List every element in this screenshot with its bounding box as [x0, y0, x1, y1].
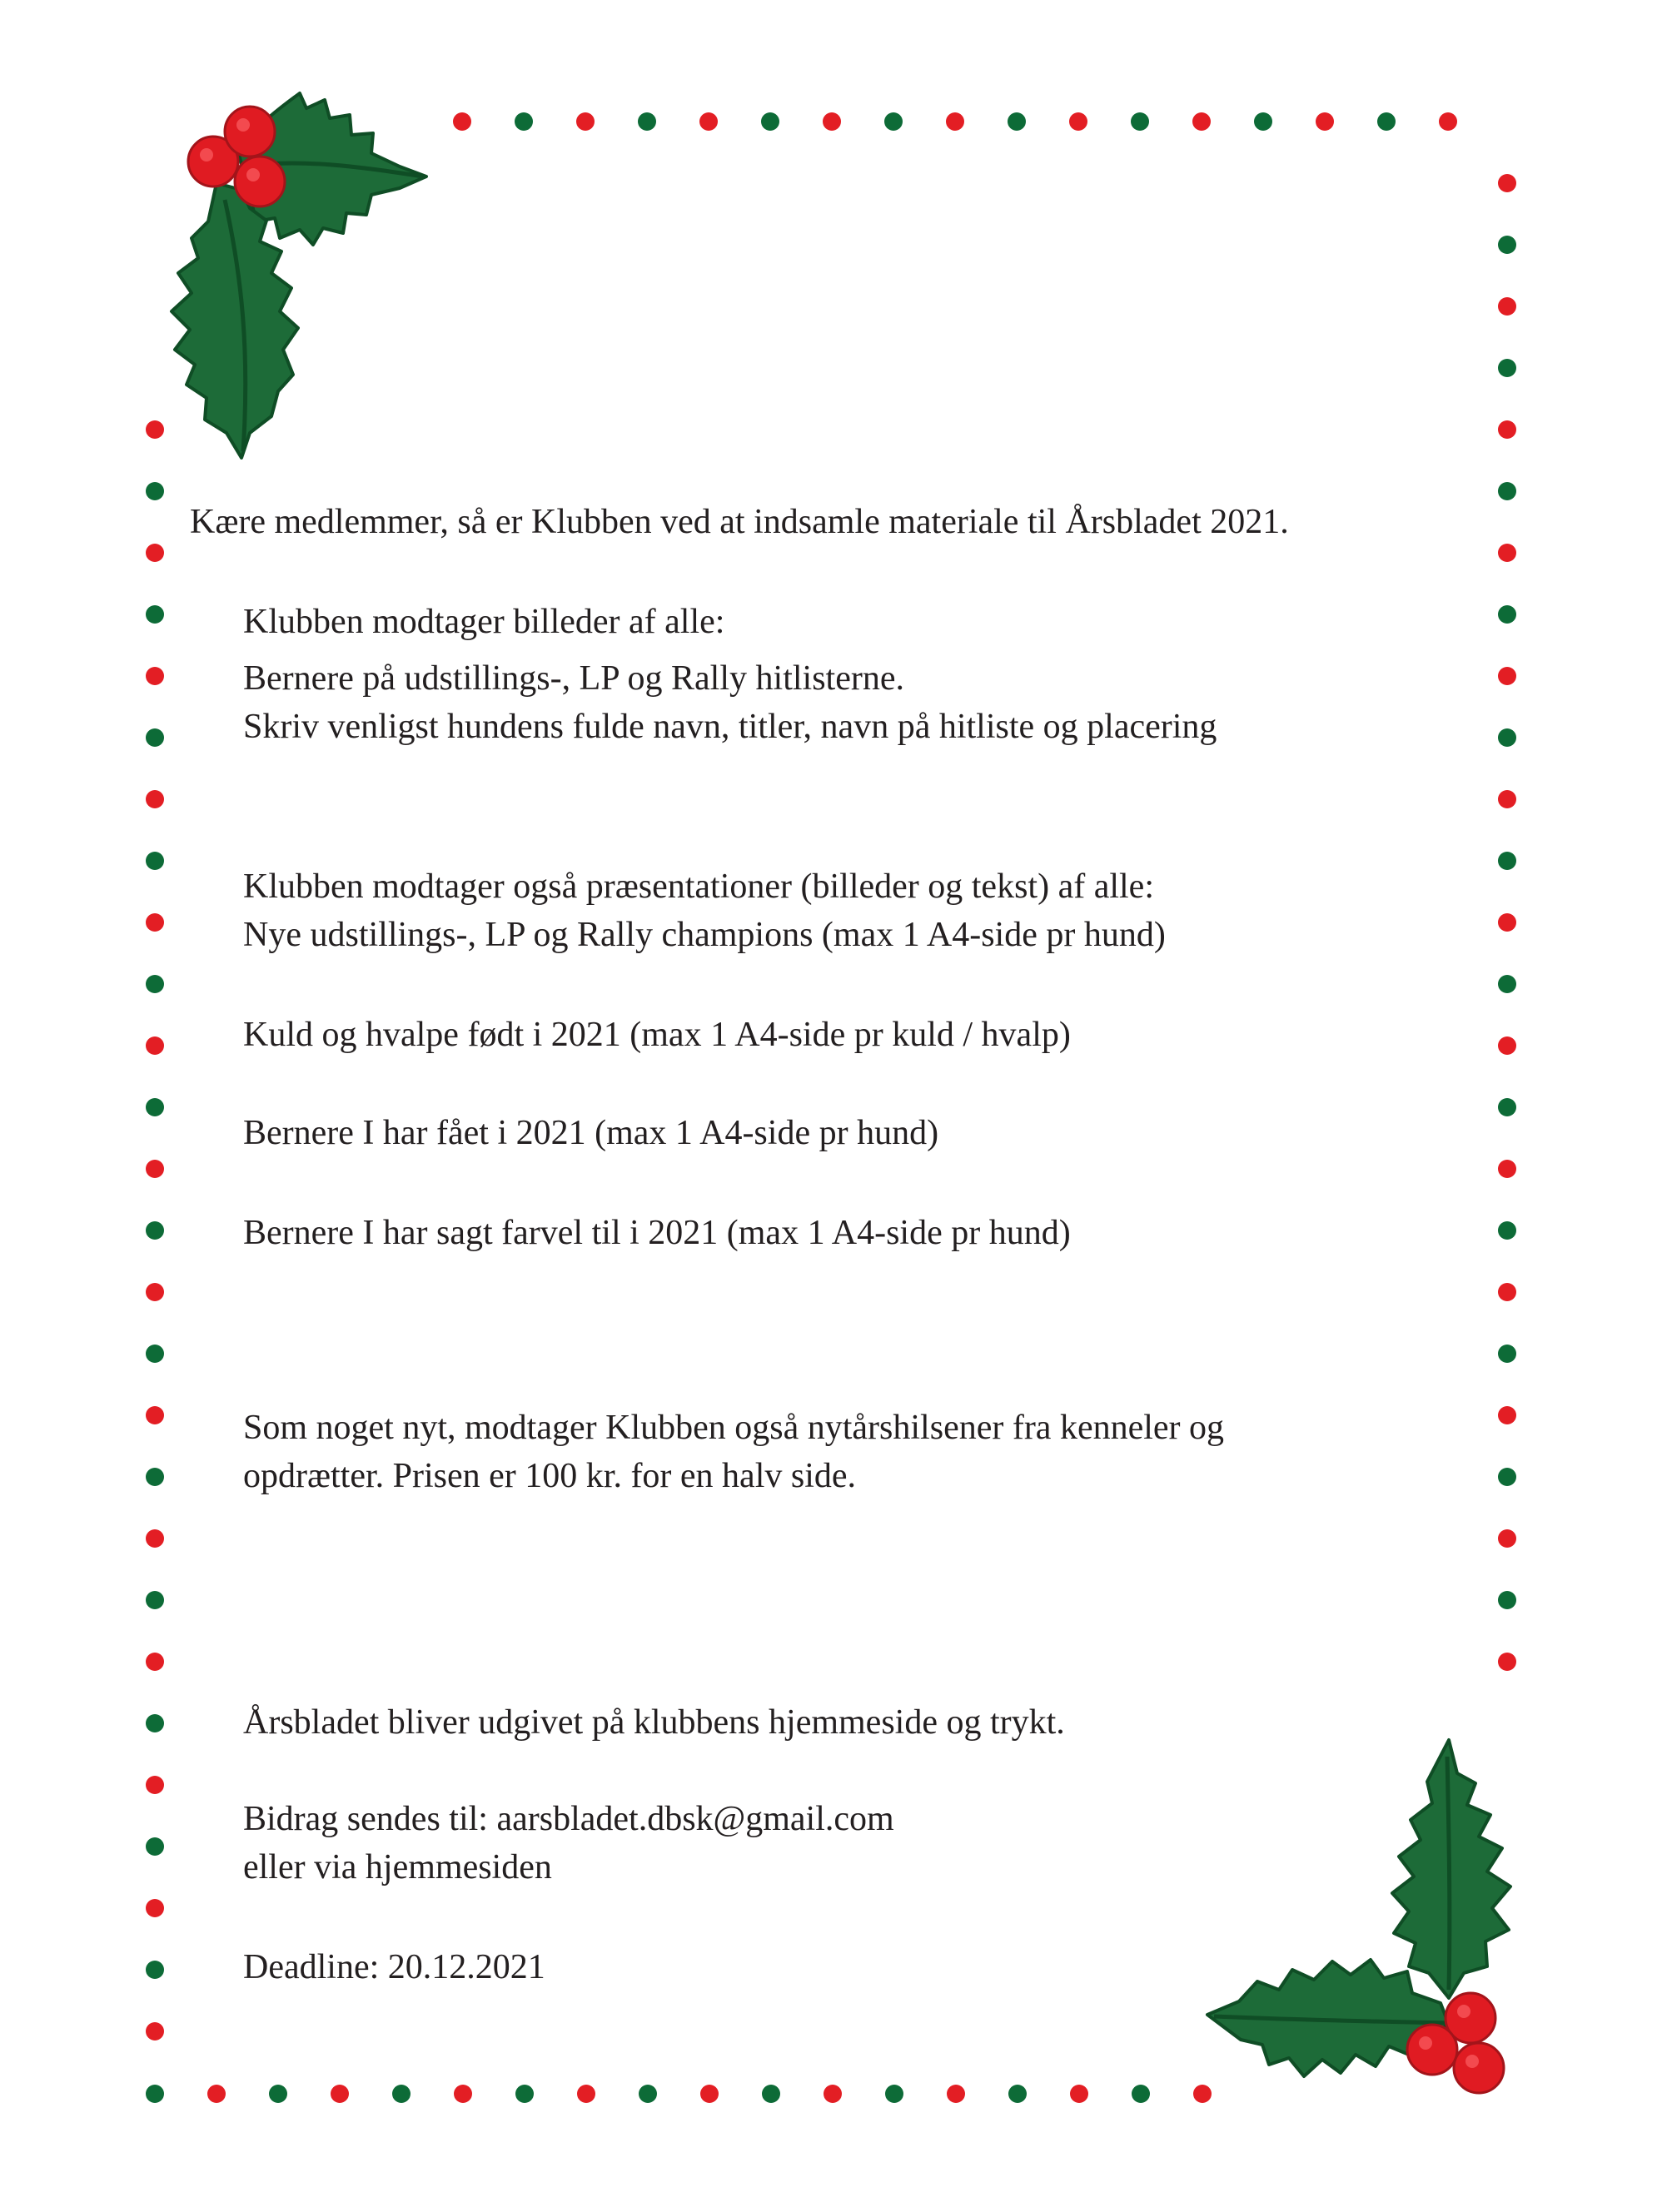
- section1-heading: Klubben modtager billeder af alle:: [243, 603, 725, 641]
- section2-line1: Nye udstillings-, LP og Rally champions (max 1 A4-side pr hund): [243, 916, 1166, 954]
- section2-line2: Kuld og hvalpe født i 2021 (max 1 A4-side pr kuld / hvalp): [243, 1016, 1071, 1054]
- news-line2: opdrætter. Prisen er 100 kr. for en halv side.: [243, 1457, 857, 1495]
- news-line1: Som noget nyt, modtager Klubben også nytårshilsener fra kenneler og: [243, 1409, 1225, 1447]
- greeting: Kære medlemmer, så er Klubben ved at indsamle materiale til Årsbladet 2021.: [190, 503, 1289, 541]
- publication-note: Årsbladet bliver udgivet på klubbens hjemmeside og trykt.: [243, 1703, 1065, 1742]
- contact-line2: eller via hjemmesiden: [243, 1848, 552, 1886]
- section1-line2: Skriv venligst hundens fulde navn, titler, navn på hitliste og placering: [243, 708, 1217, 746]
- deadline: Deadline: 20.12.2021: [243, 1948, 545, 1986]
- section2-heading: Klubben modtager også præsentationer (billeder og tekst) af alle:: [243, 867, 1154, 906]
- section2-line3: Bernere I har fået i 2021 (max 1 A4-side pr hund): [243, 1114, 939, 1152]
- section1-line1: Bernere på udstillings-, LP og Rally hitlisterne.: [243, 659, 904, 698]
- section2-line4: Bernere I har sagt farvel til i 2021 (max 1 A4-side pr hund): [243, 1214, 1071, 1252]
- contact-line1: Bidrag sendes til: aarsbladet.dbsk@gmail.com: [243, 1800, 894, 1838]
